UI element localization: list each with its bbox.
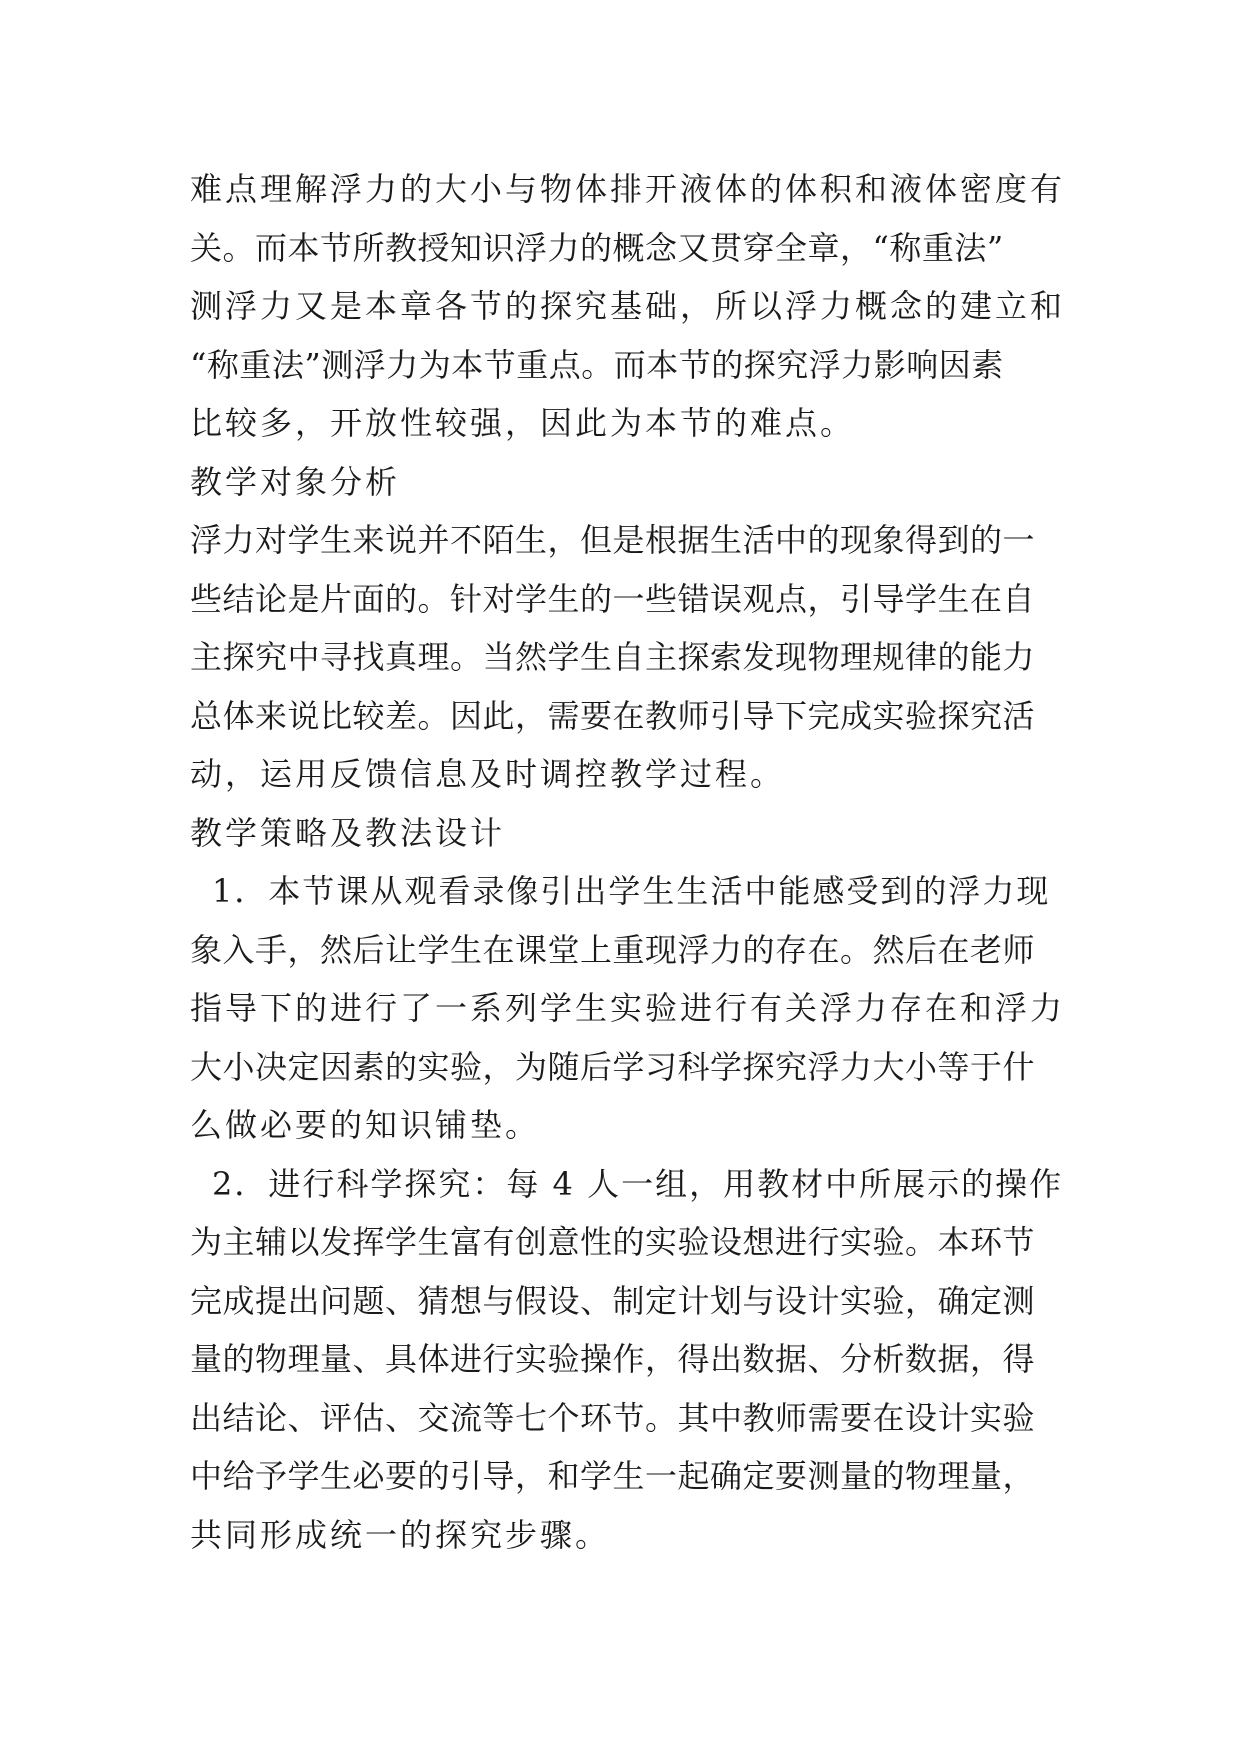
text-line: 大小决定因素的实验，为随后学习科学探究浮力大小等于什	[190, 1047, 1036, 1086]
text-line: 中给予学生必要的引导，和学生一起确定要测量的物理量，	[190, 1457, 1036, 1495]
text-line: 象入手，然后让学生在课堂上重现浮力的存在。然后在老师	[190, 930, 1036, 969]
text-line: 1．本节课从观看录像引出学生生活中能感受到的浮力现	[212, 872, 1051, 910]
text-line: 比较多，开放性较强，因此为本节的难点。	[190, 404, 856, 442]
text-line: 总体来说比较差。因此，需要在教师引导下完成实验探究活	[190, 696, 1036, 735]
text-line: 教学策略及教法设计	[190, 813, 506, 852]
document-page	[190, 160, 1070, 1564]
text-line: 为主辅以发挥学生富有创意性的实验设想进行实验。本环节	[190, 1223, 1036, 1261]
text-line: 动，运用反馈信息及时调控教学过程。	[190, 755, 786, 793]
text-line: 么做必要的知识铺垫。	[190, 1106, 541, 1144]
text-line: 测浮力又是本章各节的探究基础，所以浮力概念的建立和	[190, 287, 1066, 325]
text-line: “称重法”测浮力为本节重点。而本节的探究浮力影响因素	[190, 345, 1004, 384]
text-line: 教学对象分析	[190, 462, 401, 501]
text-line: 出结论、评估、交流等七个环节。其中教师需要在设计实验	[190, 1398, 1036, 1437]
text-line: 量的物理量、具体进行实验操作，得出数据、分析数据，得	[190, 1340, 1036, 1378]
text-line: 2．进行科学探究：每 4 人一组，用教材中所展示的操作	[212, 1164, 1064, 1203]
text-line: 共同形成统一的探究步骤。	[190, 1515, 611, 1554]
text-line: 完成提出问题、猜想与假设、制定计划与设计实验，确定测	[190, 1281, 1036, 1320]
text-line: 些结论是片面的。针对学生的一些错误观点，引导学生在自	[190, 579, 1036, 618]
text-line: 指导下的进行了一系列学生实验进行有关浮力存在和浮力	[190, 989, 1066, 1027]
text-line: 浮力对学生来说并不陌生，但是根据生活中的现象得到的一	[190, 521, 1036, 559]
text-line: 主探究中寻找真理。当然学生自主探索发现物理规律的能力	[190, 638, 1036, 676]
text-line: 关。而本节所教授知识浮力的概念又贯穿全章，“称重法”	[190, 228, 1004, 267]
text-line: 难点理解浮力的大小与物体排开液体的体积和液体密度有	[190, 170, 1066, 208]
